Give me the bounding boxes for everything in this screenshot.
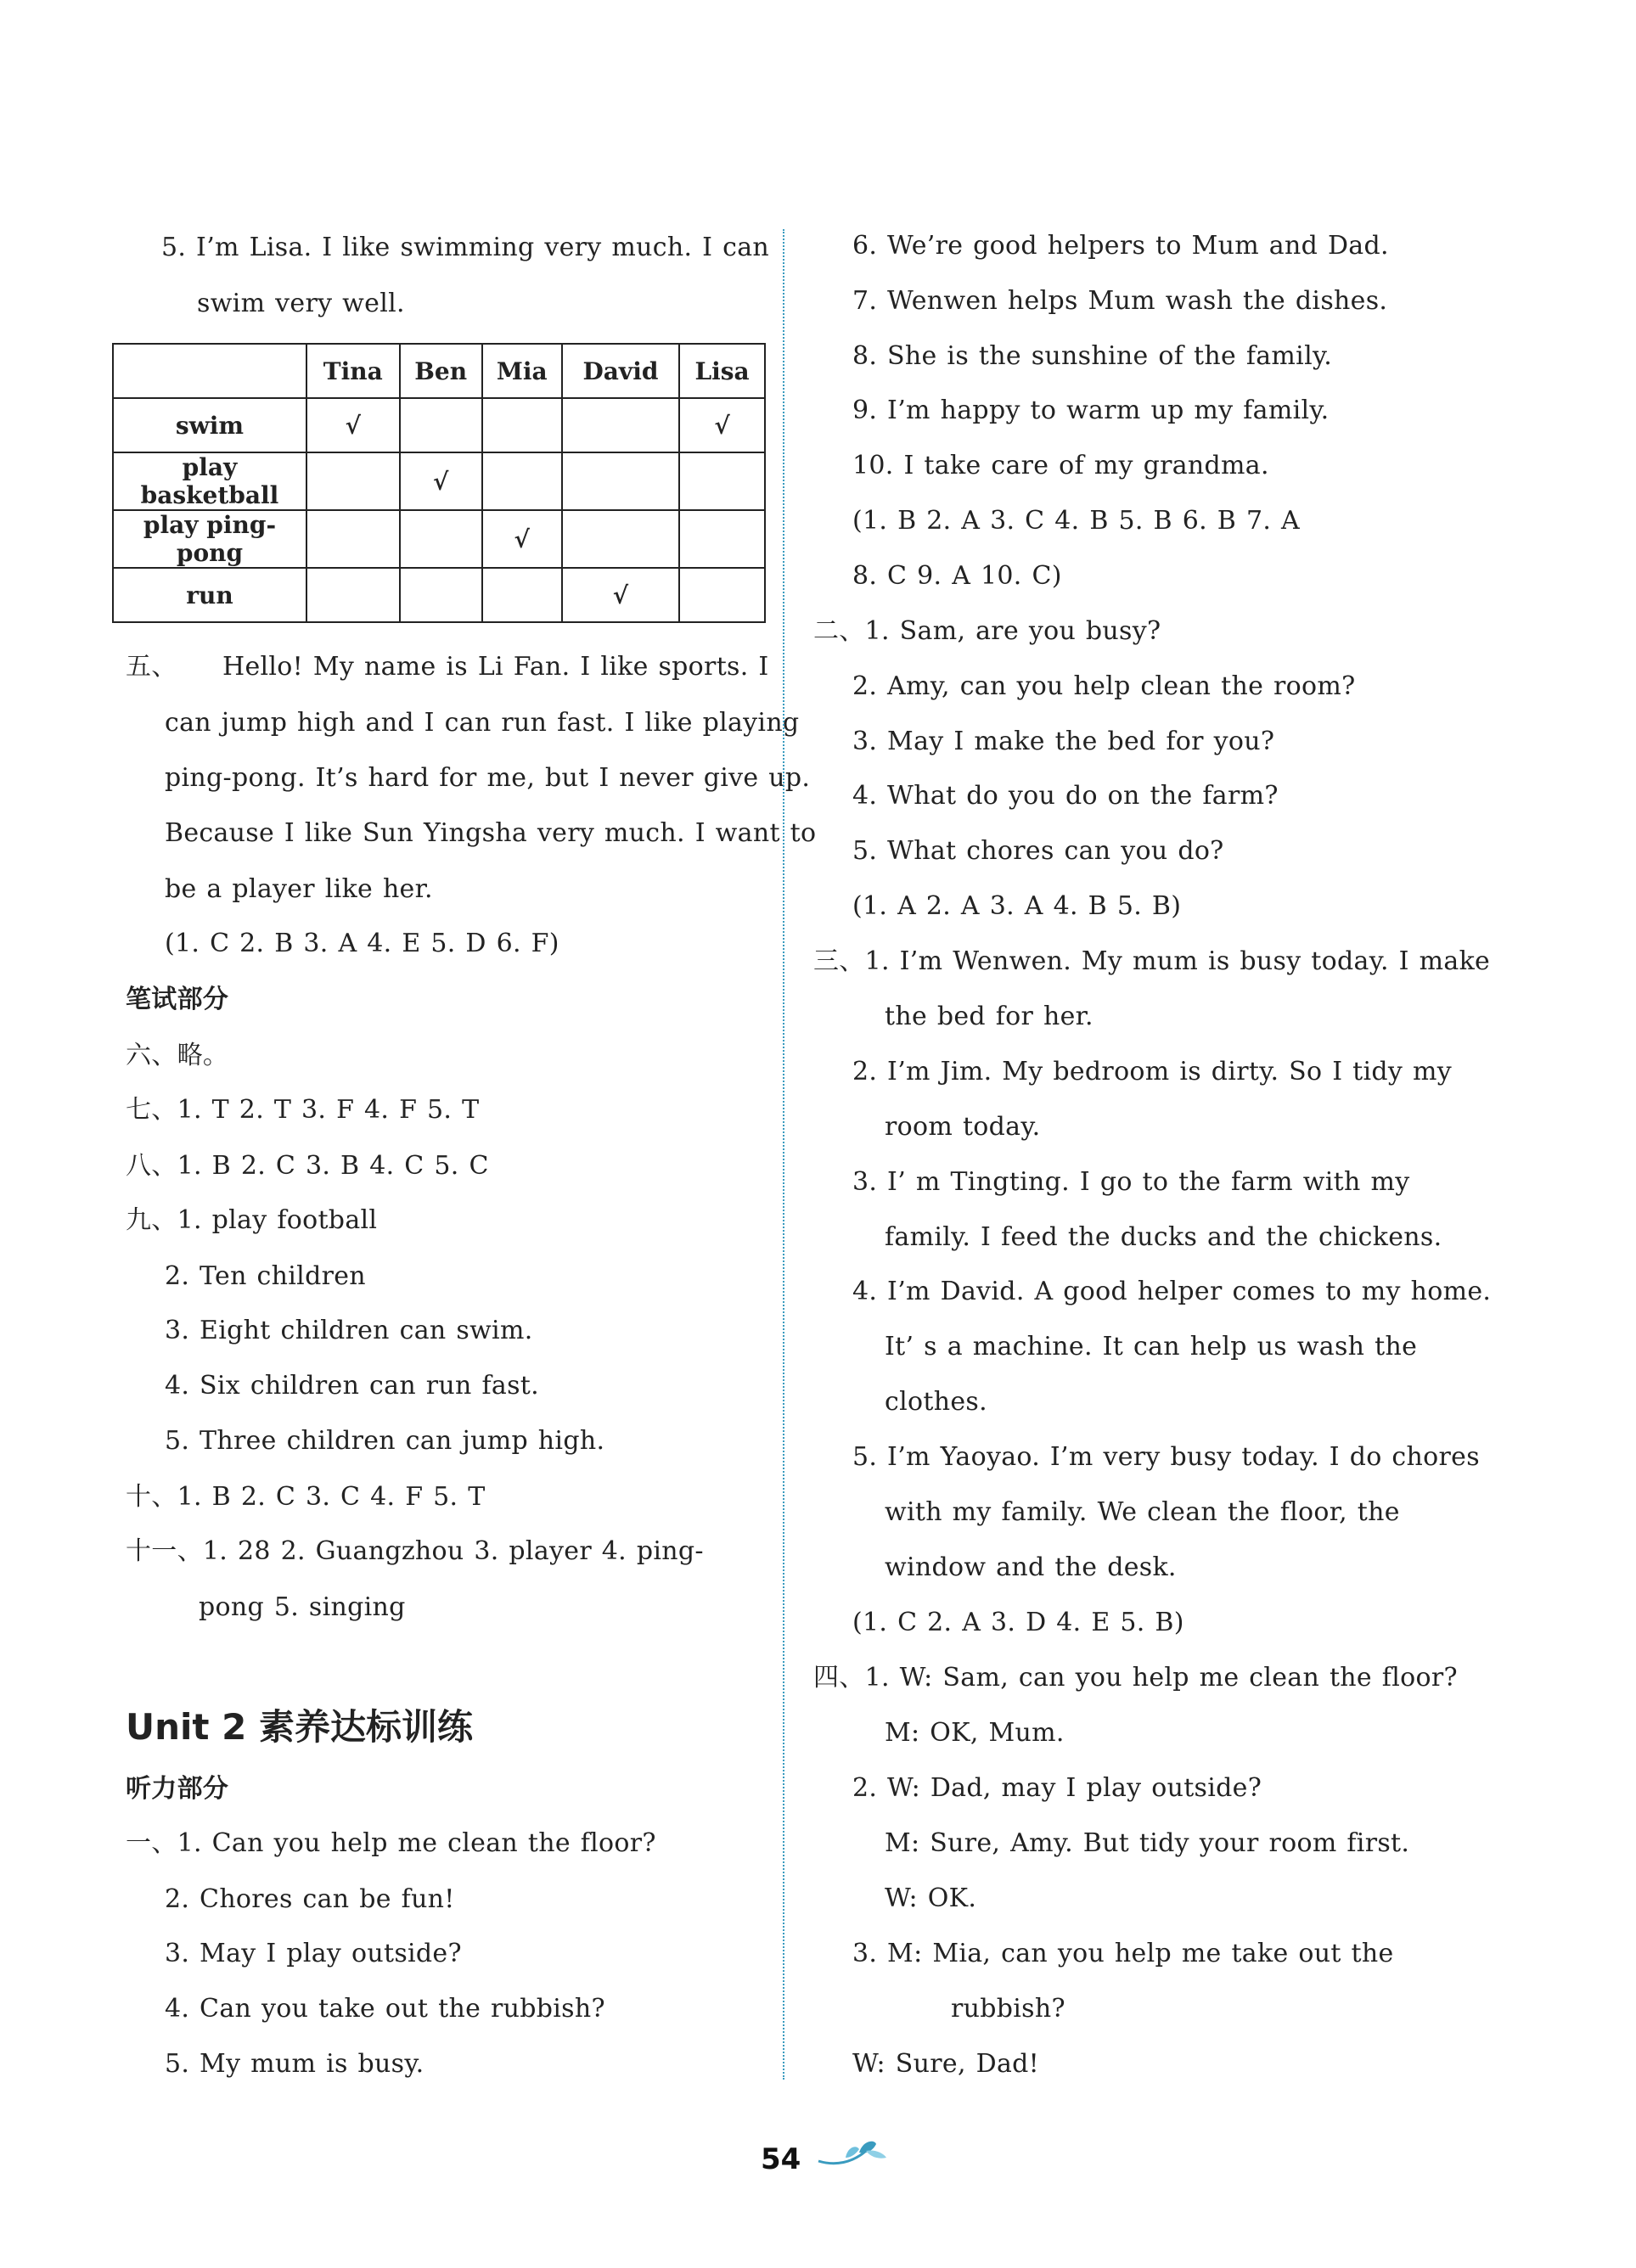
listening-item-5-line1: 5. I’m Lisa. I like swimming very much. I can: [161, 233, 770, 262]
section-1-item: 4. Can you take out the rubbish?: [165, 1994, 605, 2024]
section-3-item: 4. I’m David. A good helper comes to my home.: [852, 1277, 1492, 1306]
table-cell: [482, 568, 562, 622]
table-row-label: play basketball: [113, 452, 306, 510]
table-cell: [562, 398, 679, 452]
listening-section-heading: 听力部分: [126, 1774, 229, 1804]
table-cell: [482, 398, 562, 452]
section-1-item: 5. My mum is busy.: [165, 2049, 424, 2079]
section-3-item-cont: room today.: [885, 1112, 1041, 1142]
section-3-item-cont: window and the desk.: [885, 1552, 1177, 1582]
section-4-item: 四、1. W: Sam, can you help me clean the floor?: [813, 1663, 1458, 1693]
section-9-item: 4. Six children can run fast.: [165, 1371, 539, 1401]
table-cell: [482, 452, 562, 510]
section-1-item: 6. We’re good helpers to Mum and Dad.: [852, 231, 1389, 261]
section-5-passage-line: ping-pong. It’s hard for me, but I never give up.: [165, 763, 811, 793]
table-cell: [400, 568, 482, 622]
section-9-item: 九、1. play football: [126, 1205, 378, 1235]
table-header-cell: Ben: [400, 344, 482, 398]
table-header-cell: [113, 344, 306, 398]
section-3-item: 三、1. I’m Wenwen. My mum is busy today. I make: [813, 946, 1491, 976]
table-cell: [400, 398, 482, 452]
section-1-answers-line2: 8. C 9. A 10. C): [852, 561, 1062, 591]
section-1-item: 8. She is the sunshine of the family.: [852, 341, 1333, 371]
section-9-item: 5. Three children can jump high.: [165, 1426, 605, 1456]
section-5-label: 五、: [126, 652, 177, 682]
table-cell: [679, 568, 765, 622]
table-cell: √: [562, 568, 679, 622]
section-3-answers: (1. C 2. A 3. D 4. E 5. B): [852, 1608, 1184, 1637]
section-3-item-cont: It’ s a machine. It can help us wash the: [885, 1332, 1418, 1361]
table-cell: [306, 568, 400, 622]
section-4-dialogue-line: M: OK, Mum.: [885, 1718, 1065, 1748]
table-cell: [306, 452, 400, 510]
section-11-line1: 十一、1. 28 2. Guangzhou 3. player 4. ping-: [126, 1536, 704, 1566]
table-header-cell: Tina: [306, 344, 400, 398]
section-4-item: 3. M: Mia, can you help me take out the: [852, 1939, 1394, 1968]
section-2-item: 4. What do you do on the farm?: [852, 781, 1279, 811]
table-row: [113, 452, 765, 510]
table-row-label: swim: [113, 398, 306, 452]
listening-item-5-line2: swim very well.: [197, 289, 405, 318]
table-cell: [679, 510, 765, 568]
table-header-row: [113, 344, 765, 398]
section-5-passage-line: can jump high and I can run fast. I like playing: [165, 708, 800, 738]
section-4-dialogue-line: W: Sure, Dad!: [852, 2049, 1040, 2079]
section-3-item-cont: with my family. We clean the floor, the: [885, 1497, 1400, 1527]
section-5-passage-line: Because I like Sun Yingsha very much. I want to: [165, 818, 817, 848]
table-cell: [562, 510, 679, 568]
table-header-cell: Lisa: [679, 344, 765, 398]
written-section-heading: 笔试部分: [126, 985, 229, 1014]
table-header-cell: David: [562, 344, 679, 398]
section-2-item: 二、1. Sam, are you busy?: [813, 616, 1161, 646]
section-4-item: 2. W: Dad, may I play outside?: [852, 1773, 1262, 1803]
section-2-answers: (1. A 2. A 3. A 4. B 5. B): [852, 891, 1182, 921]
section-4-dialogue-line: M: Sure, Amy. But tidy your room first.: [885, 1828, 1410, 1858]
table-row-label: play ping-pong: [113, 510, 306, 568]
table-cell: √: [679, 398, 765, 452]
page-number: 54: [761, 2142, 801, 2176]
table-header-cell: Mia: [482, 344, 562, 398]
column-divider: [783, 229, 784, 2080]
section-4-dialogue-line: W: OK.: [885, 1883, 977, 1913]
section-3-item: 3. I’ m Tingting. I go to the farm with my: [852, 1167, 1410, 1197]
section-7: 七、1. T 2. T 3. F 4. F 5. T: [126, 1095, 480, 1125]
section-5-passage-line: be a player like her.: [165, 874, 433, 904]
section-1-item: 一、1. Can you help me clean the floor?: [126, 1828, 656, 1858]
table-row: [113, 510, 765, 568]
table-cell: √: [400, 452, 482, 510]
section-3-item-cont: the bed for her.: [885, 1002, 1093, 1031]
section-1-item: 2. Chores can be fun!: [165, 1884, 455, 1914]
section-1-item: 9. I’m happy to warm up my family.: [852, 396, 1330, 425]
section-9-item: 3. Eight children can swim.: [165, 1316, 533, 1345]
section-10: 十、1. B 2. C 3. C 4. F 5. T: [126, 1482, 486, 1512]
section-8: 八、1. B 2. C 3. B 4. C 5. C: [126, 1151, 489, 1181]
table-row: [113, 568, 765, 622]
table-cell: √: [482, 510, 562, 568]
section-3-item-cont: clothes.: [885, 1387, 987, 1417]
section-9-item: 2. Ten children: [165, 1261, 366, 1291]
section-3-item: 5. I’m Yaoyao. I’m very busy today. I do chores: [852, 1442, 1480, 1472]
table-cell: [679, 452, 765, 510]
section-1-item: 10. I take care of my grandma.: [852, 451, 1269, 480]
sports-table: [112, 343, 766, 623]
section-1-item: 7. Wenwen helps Mum wash the dishes.: [852, 286, 1388, 316]
section-1-item: 3. May I play outside?: [165, 1939, 462, 1968]
section-3-item: 2. I’m Jim. My bedroom is dirty. So I tidy my: [852, 1057, 1453, 1086]
section-4-dialogue-line: rubbish?: [951, 1994, 1065, 2024]
section-6: 六、略。: [126, 1041, 229, 1070]
leaf-flourish-icon: [815, 2132, 891, 2175]
section-5-answers: (1. C 2. B 3. A 4. E 5. D 6. F): [165, 929, 559, 958]
section-3-item-cont: family. I feed the ducks and the chickens.: [885, 1222, 1442, 1252]
table-cell: √: [306, 398, 400, 452]
unit-title: Unit 2 素养达标训练: [126, 1706, 473, 1748]
table-cell: [306, 510, 400, 568]
table-row: [113, 398, 765, 452]
table-cell: [400, 510, 482, 568]
table-cell: [562, 452, 679, 510]
section-2-item: 2. Amy, can you help clean the room?: [852, 671, 1356, 701]
section-2-item: 3. May I make the bed for you?: [852, 727, 1275, 756]
table-row-label: run: [113, 568, 306, 622]
section-2-item: 5. What chores can you do?: [852, 836, 1224, 866]
section-11-line2: pong 5. singing: [199, 1592, 406, 1622]
section-5-passage-line: Hello! My name is Li Fan. I like sports. I: [222, 652, 769, 682]
section-1-answers-line1: (1. B 2. A 3. C 4. B 5. B 6. B 7. A: [852, 506, 1301, 536]
